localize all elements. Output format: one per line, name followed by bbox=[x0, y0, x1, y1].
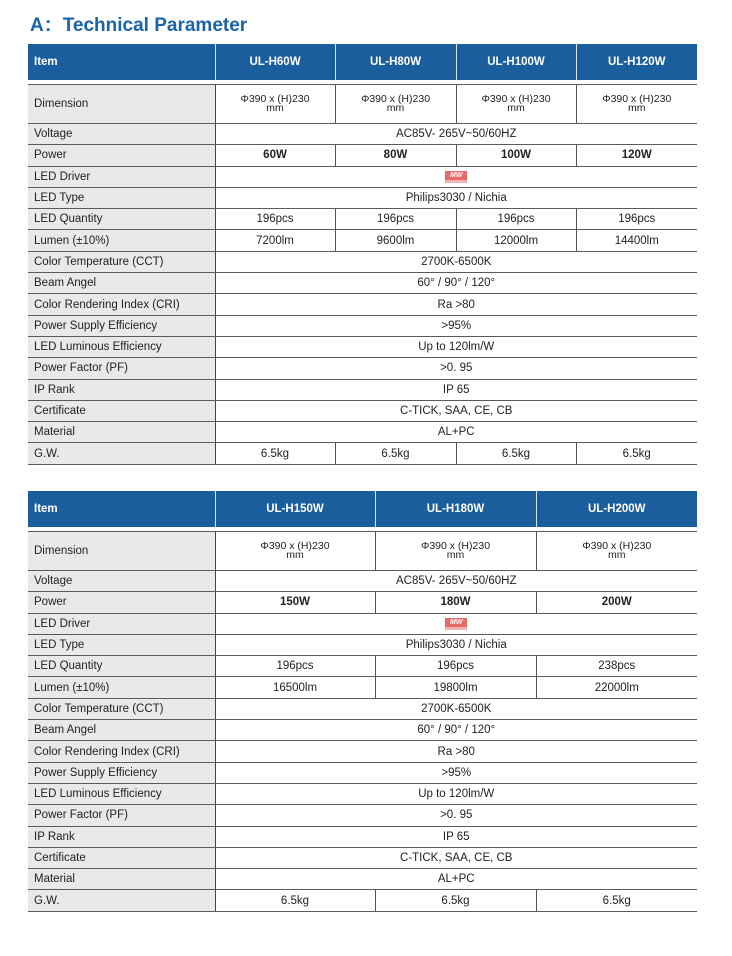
row-label: Certificate bbox=[28, 400, 215, 421]
value-cell: IP 65 bbox=[215, 379, 697, 400]
table-row-pse bbox=[28, 762, 697, 783]
table-row-beam bbox=[28, 720, 697, 741]
dimension-cell: Φ390 x (H)230 mm bbox=[375, 532, 536, 571]
value-cell: C-TICK, SAA, CE, CB bbox=[215, 847, 697, 868]
value-cell: AC85V- 265V~50/60HZ bbox=[215, 124, 697, 145]
spec-table-1 bbox=[28, 44, 697, 465]
row-label: Power bbox=[28, 145, 215, 166]
value-cell: AL+PC bbox=[215, 869, 697, 890]
table-row-cri bbox=[28, 294, 697, 315]
value-cell: 80W bbox=[335, 145, 456, 166]
page-title: A：Technical Parameter bbox=[30, 15, 248, 36]
table-header-row bbox=[28, 44, 697, 80]
value-cell: 19800lm bbox=[375, 677, 536, 698]
value-cell: >0. 95 bbox=[215, 805, 697, 826]
dimension-cell: Φ390 x (H)230 mm bbox=[456, 85, 576, 124]
row-label: LED Driver bbox=[28, 613, 215, 634]
table-row-pse bbox=[28, 315, 697, 336]
value-cell: 2700K-6500K bbox=[215, 251, 697, 272]
value-cell: 6.5kg bbox=[215, 890, 375, 911]
value-cell: 22000lm bbox=[536, 677, 697, 698]
row-label: LED Type bbox=[28, 634, 215, 655]
table-row-beam bbox=[28, 273, 697, 294]
value-cell: 16500lm bbox=[215, 677, 375, 698]
value-cell: IP 65 bbox=[215, 826, 697, 847]
value-cell: Ra >80 bbox=[215, 741, 697, 762]
value-cell: 196pcs bbox=[335, 209, 456, 230]
row-label: Lumen (±10%) bbox=[28, 230, 215, 251]
row-label: Power Factor (PF) bbox=[28, 358, 215, 379]
value-cell: 200W bbox=[536, 592, 697, 613]
value-cell: Up to 120lm/W bbox=[215, 783, 697, 804]
meanwell-logo-icon: MW bbox=[445, 171, 467, 183]
value-cell: 6.5kg bbox=[576, 443, 697, 464]
table-row-power bbox=[28, 145, 697, 166]
table-row-lle bbox=[28, 783, 697, 804]
value-cell: 12000lm bbox=[456, 230, 576, 251]
table-row-voltage bbox=[28, 571, 697, 592]
value-cell: 7200lm bbox=[215, 230, 335, 251]
row-label: G.W. bbox=[28, 443, 215, 464]
table-row-certificate bbox=[28, 400, 697, 421]
dimension-cell: Φ390 x (H)230 mm bbox=[215, 85, 335, 124]
row-label: LED Quantity bbox=[28, 656, 215, 677]
row-label: Power bbox=[28, 592, 215, 613]
value-cell: AL+PC bbox=[215, 422, 697, 443]
value-cell: 196pcs bbox=[215, 656, 375, 677]
row-label: IP Rank bbox=[28, 826, 215, 847]
row-label: Color Temperature (CCT) bbox=[28, 251, 215, 272]
table-row-led-quantity bbox=[28, 656, 697, 677]
value-cell: 196pcs bbox=[375, 656, 536, 677]
dimension-cell: Φ390 x (H)230 mm bbox=[215, 532, 375, 571]
value-cell: 6.5kg bbox=[375, 890, 536, 911]
table-row-material bbox=[28, 422, 697, 443]
value-cell: 6.5kg bbox=[335, 443, 456, 464]
value-cell: 196pcs bbox=[456, 209, 576, 230]
table-row-ip bbox=[28, 826, 697, 847]
value-cell: 6.5kg bbox=[456, 443, 576, 464]
row-label: LED Driver bbox=[28, 166, 215, 187]
value-cell: Philips3030 / Nichia bbox=[215, 187, 697, 208]
row-label: Power Factor (PF) bbox=[28, 805, 215, 826]
table-row-driver bbox=[28, 613, 697, 634]
row-label: LED Luminous Efficiency bbox=[28, 336, 215, 357]
header-model: UL-H80W bbox=[335, 44, 456, 80]
row-label: Material bbox=[28, 422, 215, 443]
value-cell: 14400lm bbox=[576, 230, 697, 251]
header-item: Item bbox=[28, 44, 215, 80]
row-label: Beam Angel bbox=[28, 720, 215, 741]
value-cell: >95% bbox=[215, 315, 697, 336]
table-row-ip bbox=[28, 379, 697, 400]
value-cell: 196pcs bbox=[215, 209, 335, 230]
table-header-row bbox=[28, 491, 697, 527]
value-cell: 2700K-6500K bbox=[215, 698, 697, 719]
value-cell: Ra >80 bbox=[215, 294, 697, 315]
row-label: Dimension bbox=[28, 85, 215, 124]
table-row-gw bbox=[28, 890, 697, 911]
value-cell: >0. 95 bbox=[215, 358, 697, 379]
value-cell: >95% bbox=[215, 762, 697, 783]
value-cell: AC85V- 265V~50/60HZ bbox=[215, 571, 697, 592]
dimension-cell: Φ390 x (H)230 mm bbox=[335, 85, 456, 124]
row-label: Voltage bbox=[28, 124, 215, 145]
dimension-cell: Φ390 x (H)230 mm bbox=[576, 85, 697, 124]
value-cell: Up to 120lm/W bbox=[215, 336, 697, 357]
header-item: Item bbox=[28, 491, 215, 527]
value-cell: 100W bbox=[456, 145, 576, 166]
table-row-gw bbox=[28, 443, 697, 464]
row-label: Lumen (±10%) bbox=[28, 677, 215, 698]
row-label: Certificate bbox=[28, 847, 215, 868]
header-model: UL-H150W bbox=[215, 491, 375, 527]
table-row-material bbox=[28, 869, 697, 890]
value-cell: 60W bbox=[215, 145, 335, 166]
table-row-driver bbox=[28, 166, 697, 187]
table-row-lle bbox=[28, 336, 697, 357]
row-label: Power Supply Efficiency bbox=[28, 762, 215, 783]
value-cell: 6.5kg bbox=[536, 890, 697, 911]
table-row-cct bbox=[28, 698, 697, 719]
table-row-led-type bbox=[28, 634, 697, 655]
row-label: LED Luminous Efficiency bbox=[28, 783, 215, 804]
value-cell: 120W bbox=[576, 145, 697, 166]
table-row-cri bbox=[28, 741, 697, 762]
value-cell: 60° / 90° / 120° bbox=[215, 273, 697, 294]
header-model: UL-H100W bbox=[456, 44, 576, 80]
table-row-pf bbox=[28, 805, 697, 826]
row-label: Color Rendering Index (CRI) bbox=[28, 294, 215, 315]
value-cell: 238pcs bbox=[536, 656, 697, 677]
value-cell: 6.5kg bbox=[215, 443, 335, 464]
table-row-pf bbox=[28, 358, 697, 379]
table-row-led-type bbox=[28, 187, 697, 208]
table-row-led-quantity bbox=[28, 209, 697, 230]
row-label: LED Type bbox=[28, 187, 215, 208]
row-label: Color Temperature (CCT) bbox=[28, 698, 215, 719]
table-row-power bbox=[28, 592, 697, 613]
table-row-certificate bbox=[28, 847, 697, 868]
row-label: Power Supply Efficiency bbox=[28, 315, 215, 336]
header-model: UL-H180W bbox=[375, 491, 536, 527]
value-cell: 9600lm bbox=[335, 230, 456, 251]
value-cell: Philips3030 / Nichia bbox=[215, 634, 697, 655]
dimension-cell: Φ390 x (H)230 mm bbox=[536, 532, 697, 571]
table-row-lumen bbox=[28, 230, 697, 251]
row-label: IP Rank bbox=[28, 379, 215, 400]
row-label: LED Quantity bbox=[28, 209, 215, 230]
value-cell: 60° / 90° / 120° bbox=[215, 720, 697, 741]
row-label: Dimension bbox=[28, 532, 215, 571]
value-cell: 196pcs bbox=[576, 209, 697, 230]
header-model: UL-H60W bbox=[215, 44, 335, 80]
row-label: G.W. bbox=[28, 890, 215, 911]
meanwell-logo-icon: MW bbox=[445, 618, 467, 630]
driver-cell bbox=[215, 166, 697, 187]
table-row-dimension bbox=[28, 532, 697, 571]
value-cell: C-TICK, SAA, CE, CB bbox=[215, 400, 697, 421]
value-cell: 180W bbox=[375, 592, 536, 613]
spec-table-2 bbox=[28, 491, 697, 912]
header-model: UL-H120W bbox=[576, 44, 697, 80]
value-cell: 150W bbox=[215, 592, 375, 613]
row-label: Color Rendering Index (CRI) bbox=[28, 741, 215, 762]
table-row-lumen bbox=[28, 677, 697, 698]
row-label: Material bbox=[28, 869, 215, 890]
table-row-voltage bbox=[28, 124, 697, 145]
row-label: Voltage bbox=[28, 571, 215, 592]
table-row-cct bbox=[28, 251, 697, 272]
header-model: UL-H200W bbox=[536, 491, 697, 527]
row-label: Beam Angel bbox=[28, 273, 215, 294]
driver-cell bbox=[215, 613, 697, 634]
table-row-dimension bbox=[28, 85, 697, 124]
